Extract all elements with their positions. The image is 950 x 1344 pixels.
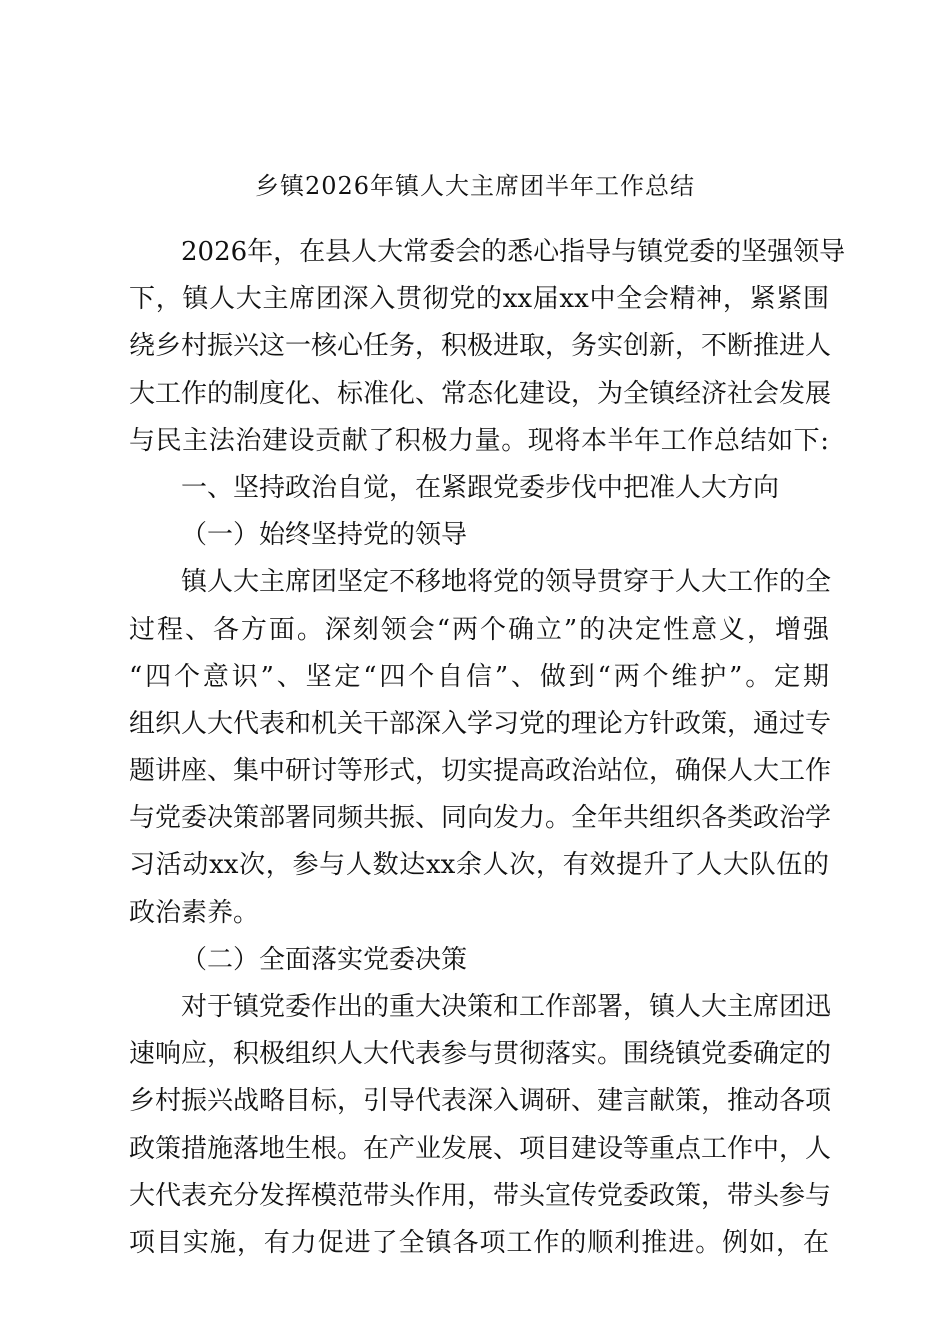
- paragraph-line: 项目实施，有力促进了全镇各项工作的顺利推进。例如，在: [129, 1227, 829, 1258]
- paragraph-line: 对于镇党委作出的重大决策和工作部署，镇人大主席团迅: [181, 992, 832, 1022]
- paragraph-line: 镇人大主席团坚定不移地将党的领导贯穿于人大工作的全: [181, 567, 832, 598]
- paragraph-line: 政治素养。: [129, 897, 260, 928]
- section-heading: 一、坚持政治自觉，在紧跟党委步伐中把准人大方向: [181, 472, 780, 503]
- paragraph-line: 下，镇人大主席团深入贯彻党的xx届xx中全会精神，紧紧围: [129, 284, 829, 315]
- paragraph-line: 乡村振兴战略目标，引导代表深入调研、建言献策，推动各项: [129, 1086, 832, 1117]
- paragraph-line: “四个意识”、坚定“四个自信”、做到“两个维护”。定期: [129, 661, 829, 692]
- paragraph-line: 速响应，积极组织人大代表参与贯彻落实。围绕镇党委确定的: [129, 1039, 832, 1070]
- paragraph-line: 过程、各方面。深刻领会“两个确立”的决定性意义，增强: [129, 614, 829, 645]
- paragraph-line: 题讲座、集中研讨等形式，切实提高政治站位，确保人大工作: [129, 756, 832, 787]
- paragraph-line: 绕乡村振兴这一核心任务，积极进取，务实创新，不断推进人: [129, 331, 832, 362]
- paragraph-line: 习活动xx次，参与人数达xx余人次，有效提升了人大队伍的: [129, 850, 829, 881]
- document-body: [129, 229, 846, 1267]
- paragraph-line: 与党委决策部署同频共振、同向发力。全年共组织各类政治学: [129, 803, 832, 834]
- paragraph-line: 2026年，在县人大常委会的悉心指导与镇党委的坚强领导: [181, 237, 846, 267]
- subsection-heading: （一）始终坚持党的领导: [181, 520, 468, 551]
- paragraph-line: 政策措施落地生根。在产业发展、项目建设等重点工作中，人: [129, 1133, 832, 1164]
- paragraph-line: 与民主法治建设贡献了积极力量。现将本半年工作总结如下:: [129, 425, 829, 456]
- subsection-heading: （二）全面落实党委决策: [181, 944, 468, 975]
- document-title: 乡镇2026年镇人大主席团半年工作总结: [254, 172, 696, 200]
- paragraph-line: 组织人大代表和机关干部深入学习党的理论方针政策，通过专: [129, 708, 832, 739]
- paragraph-line: 大代表充分发挥模范带头作用，带头宣传党委政策，带头参与: [129, 1180, 832, 1211]
- paragraph-line: 大工作的制度化、标准化、常态化建设，为全镇经济社会发展: [129, 378, 832, 409]
